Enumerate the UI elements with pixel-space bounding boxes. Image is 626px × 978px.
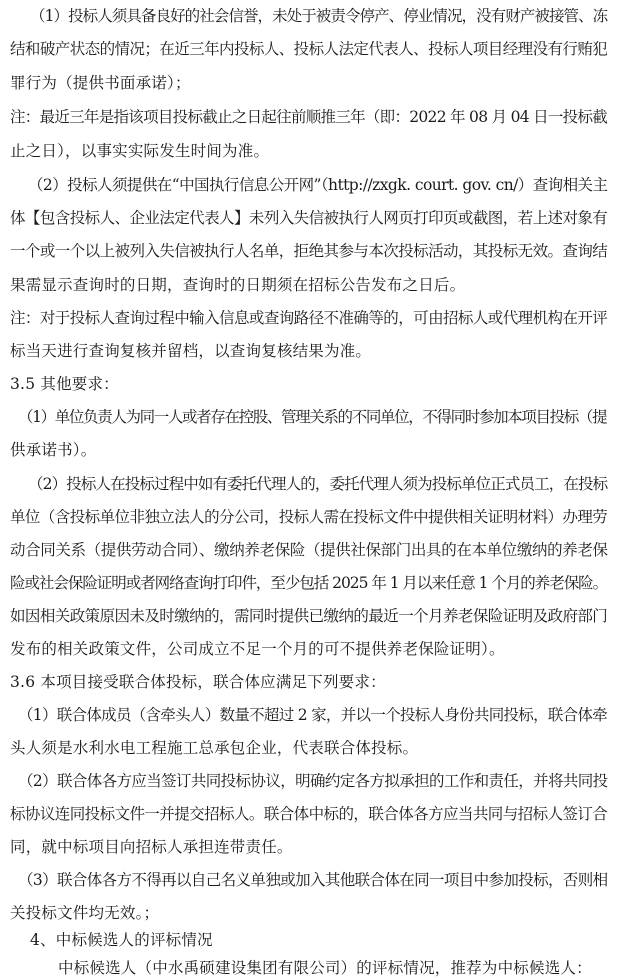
text-line-5: 止之日），以事实实际发生时间为准。 — [10, 142, 270, 160]
section-heading-4: 4、中标候选人的评标情况 — [30, 931, 213, 949]
text-line-9: 果需显示查询时的日期，查询时的日期须在招标公告发布之日后。 — [10, 276, 466, 294]
text-line-23: 头人须是水利水电工程施工总承包企业，代表联合体投标。 — [10, 739, 419, 757]
text-line-19: 如因相关政策原因未及时缴纳的，需同时提供已缴纳的最近一个月养老保险证明及政府部门 — [10, 607, 608, 625]
text-line-4: 注：最近三年是指该项目投标截止之日起往前顺推三年（即：2022 年 08 月 04 日一投标截 — [10, 108, 608, 126]
text-line-1: （1）投标人须具备良好的社会信誉，未处于被责令停产、停业情况，没有财产被接管、冻 — [30, 7, 608, 25]
section-heading-3-6: 3.6 本项目接受联合体投标，联合体应满足下列要求： — [10, 673, 386, 691]
text-line-2: 结和破产状态的情况；在近三年内投标人、投标人法定代表人、投标人项目经理没有行贿犯 — [10, 40, 608, 58]
text-line-8: 一个或一个以上被列入失信被执行人名单，拒绝其参与本次投标活动，其投标无效。查询结 — [10, 242, 608, 260]
text-line-13: （1）单位负责人为同一人或者存在控股、管理关系的不同单位，不得同时参加本项目投标（提 — [18, 408, 607, 426]
text-line-7: 体【包含投标人、企业法定代表人】未列入失信被执行人网页打印页或截图，若上述对象有 — [10, 209, 608, 227]
text-line-3: 罪行为（提供书面承诺）； — [10, 74, 191, 92]
text-line-26: 同，就中标项目向招标人承担连带责任。 — [10, 838, 293, 856]
text-line-20: 发布的相关政策文件，公司成立不足一个月的可不提供养老保险证明）。 — [10, 640, 505, 658]
text-line-11: 标当天进行查询复核并留档，以查询复核结果为准。 — [10, 342, 372, 360]
text-line-25: 标协议连同投标文件一并提交招标人。联合体中标的，联合体各方应当共同与招标人签订合 — [10, 805, 608, 823]
text-line-22: （1）联合体成员（含牵头人）数量不超过 2 家，并以一个投标人身份共同投标，联合体牵 — [18, 706, 608, 724]
text-line-10: 注：对于投标人查询过程中输入信息或查询路径不准确等的，可由招标人或代理机构在开评 — [10, 309, 608, 327]
text-line-17: 动合同关系（提供劳动合同）、缴纳养老保险（提供社保部门出具的在本单位缴纳的养老保 — [10, 541, 608, 559]
section-heading-3-5: 3.5 其他要求： — [10, 375, 119, 393]
text-line-18: 险或社会保险证明或者网络查询打印件，至少包括 2025 年 1 月以来任意 1 个月的养老保险。 — [10, 574, 608, 592]
text-line-30: 中标候选人（中水禹硕建设集团有限公司）的评标情况，推荐为中标候选人： — [58, 959, 592, 977]
text-line-24: （2）联合体各方应当签订共同投标协议，明确约定各方拟承担的工作和责任，并将共同投 — [18, 772, 608, 790]
text-line-28: 关投标文件均无效。； — [10, 904, 160, 922]
text-line-6: （2）投标人须提供在“中国执行信息公开网”（http://zxgk. court. gov. cn/）查询相关主 — [28, 176, 608, 194]
text-line-27: （3）联合体各方不得再以自己名义单独或加入其他联合体在同一项目中参加投标，否则相 — [18, 871, 608, 889]
text-line-15: （2）投标人在投标过程中如有委托代理人的，委托代理人须为投标单位正式员工，在投标 — [28, 475, 608, 493]
text-line-14: 供承诺书）。 — [10, 441, 97, 459]
text-line-16: 单位（含投标单位非独立法人的分公司，投标人需在投标文件中提供相关证明材料）办理劳 — [10, 508, 608, 526]
